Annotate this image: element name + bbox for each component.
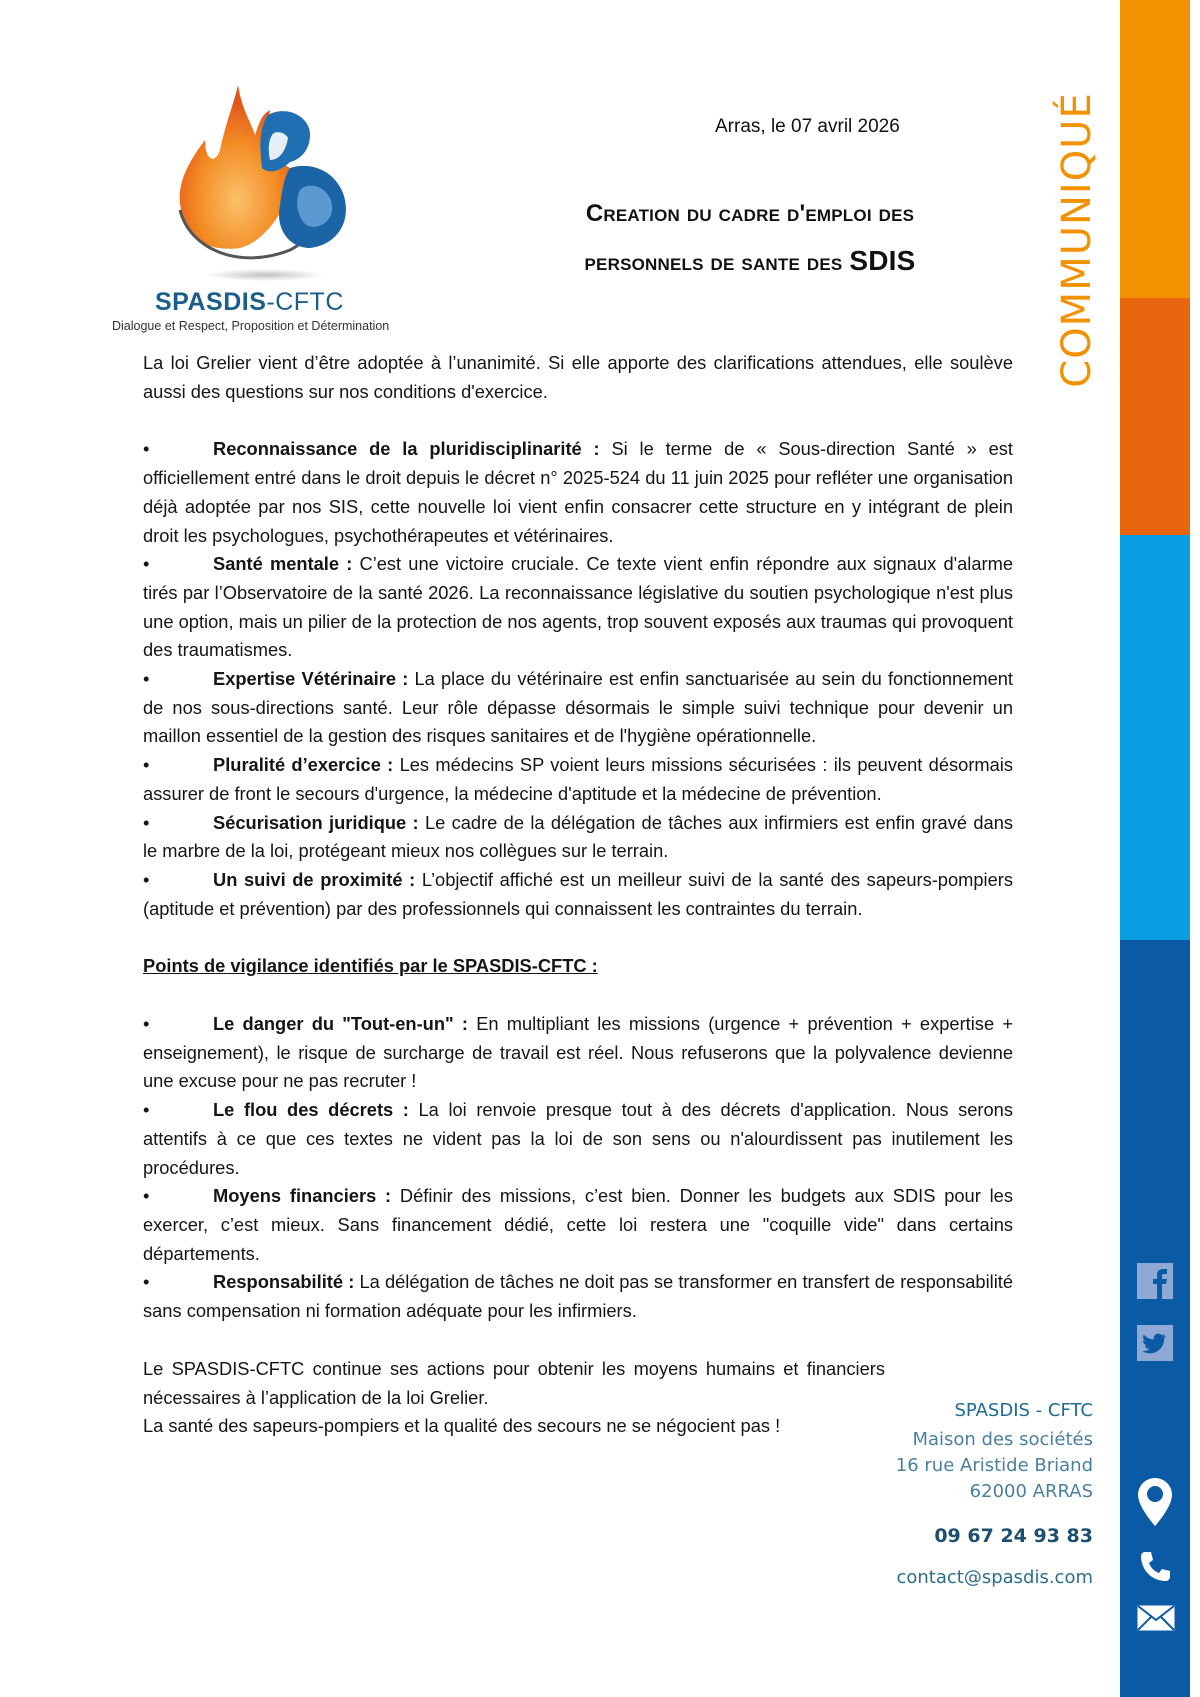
mail-icon[interactable]: [1137, 1605, 1175, 1631]
contact-block: [860, 1400, 1093, 1588]
list-item: • Expertise Vétérinaire : La place du vétérinaire est enfin sanctuarisée au sein du fonctionnement de nos sous-directions santé. Leur rôle dépasse désormais le simple suivi technique pour devenir un maillon essentiel de la gestion des risques sanitaires et de l'hygiène opérationnelle.: [143, 668, 1013, 747]
vigilance-heading: Points de vigilance identifiés par le SPASDIS-CFTC :: [143, 955, 598, 977]
logo-wordmark: SPASDIS-CFTC: [155, 288, 344, 316]
closing-paragraph: Le SPASDIS-CFTC continue ses actions pour obtenir les moyens humains et financiers nécessaires à l’application de la loi Grelier.: [143, 1357, 885, 1408]
logo-tagline: Dialogue et Respect, Proposition et Détermination: [112, 319, 390, 333]
list-item: • Responsabilité : La délégation de tâches ne doit pas se transformer en transfert de responsabilité sans compensation ni formation adéquate pour les infirmiers.: [143, 1271, 1013, 1322]
phone-icon[interactable]: [1137, 1549, 1173, 1585]
document-body: [143, 349, 1013, 1441]
list-item: • Sécurisation juridique : Le cadre de la délégation de tâches aux infirmiers est enfin gravé dans le marbre de la loi, protégeant mieux nos collègues sur le terrain.: [143, 811, 1013, 862]
list-item: • Reconnaissance de la pluridisciplinarité : Si le terme de « Sous-direction Santé » est officiellement entré dans le droit depuis le décret n° 2025-524 du 11 juin 2025 pour refléter une organisation déjà adoptée par nos SIS, cette nouvelle loi vient enfin consacrer cette structure en y intégrant de plein droit les psychologues, psychothérapeutes et vétérinaires.: [143, 438, 1013, 546]
bar-segment-light-blue: [1120, 535, 1190, 940]
spasdis-logo-icon: [150, 80, 380, 290]
list-item: • Le flou des décrets : La loi renvoie presque tout à des décrets d'application. Nous serons attentifs à ce que ces textes ne vident pas la loi de son sens ou n'alourdissent pas inutilement les procédures.: [143, 1099, 1013, 1178]
list-item: • Un suivi de proximité : L’objectif affiché est un meilleur suivi de la santé des sapeurs-pompiers (aptitude et prévention) par des professionnels qui connaissent les contraintes du terrain.: [143, 868, 1013, 919]
communique-label: COMMUNIQUÉ: [1054, 92, 1100, 388]
bar-segment-orange: [1120, 0, 1190, 298]
document-date: Arras, le 07 avril 2026: [715, 116, 900, 137]
twitter-icon[interactable]: [1137, 1325, 1173, 1361]
facebook-icon[interactable]: [1137, 1263, 1173, 1299]
contact-phone[interactable]: 09 67 24 93 83: [934, 1525, 1093, 1547]
bar-segment-dark-orange: [1120, 298, 1190, 535]
list-item: • Pluralité d’exercice : Les médecins SP voient leurs missions sécurisées : ils peuvent désormais assurer de front le secours d'urgence, la médecine d'aptitude et la médecine de prévention.: [143, 754, 1014, 804]
list-item: • Le danger du "Tout-en-un" : En multipliant les missions (urgence + prévention + expertise + enseignement), le risque de surcharge de travail est réel. Nous refuserons que la polyvalence devienne une excuse pour ne pas recruter !: [143, 1013, 1013, 1092]
intro-paragraph: La loi Grelier vient d’être adoptée à l’unanimité. Si elle apporte des clarifications attendues, elle soulève aussi des questions sur nos conditions d'exercice.: [143, 352, 1013, 402]
contact-org: SPASDIS - CFTC: [954, 1400, 1093, 1421]
list-item: • Moyens financiers : Définir des missions, c’est bien. Donner les budgets aux SDIS pour les exercer, c’est mieux. Sans financement dédié, cette loi restera une "coquille vide" dans certains départements.: [143, 1185, 1013, 1264]
contact-address: Maison des sociétés 16 rue Aristide Briand 62000 ARRAS: [895, 1429, 1093, 1502]
closing-slogan: La santé des sapeurs-pompiers et la qualité des secours ne se négocient pas !: [143, 1415, 781, 1437]
location-pin-icon[interactable]: [1138, 1478, 1172, 1526]
contact-email[interactable]: contact@spasdis.com: [896, 1567, 1093, 1588]
sidebar-color-bar: [1120, 0, 1190, 1697]
document-title: Creation du cadre d'emploi des personnels de sante des SDIS: [584, 200, 916, 276]
list-item: • Santé mentale : C’est une victoire cruciale. Ce texte vient enfin répondre aux signaux d'alarme tirés par l’Observatoire de la santé 2026. La reconnaissance législative du soutien psychologique n'est plus une option, mais un pilier de la protection de nos agents, trop souvent exposés aux traumas qui provoquent des traumatismes.: [143, 553, 1013, 661]
